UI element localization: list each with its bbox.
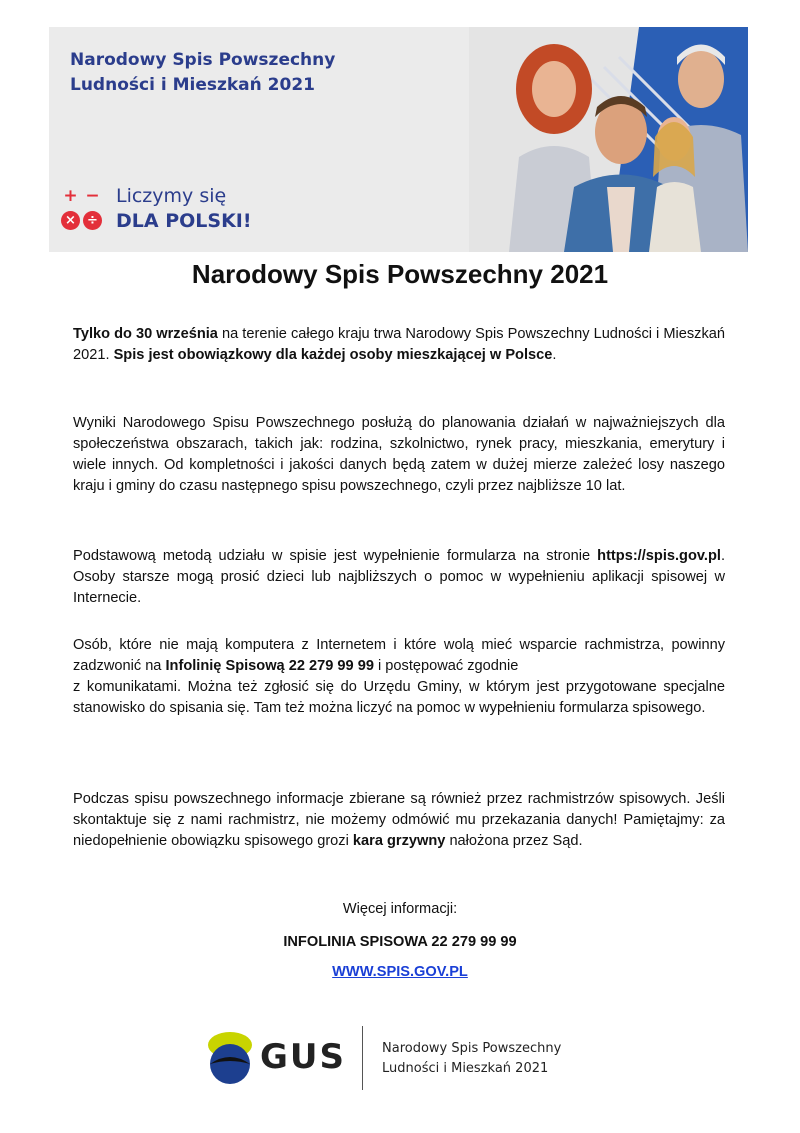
- website-link[interactable]: WWW.SPIS.GOV.PL: [332, 964, 468, 980]
- paragraph-purpose: Wyniki Narodowego Spisu Powszechnego posłużą do planowania działań w najważniejszych dla społeczeństwa obszarach, takich jak: rodzina, szkolnictwo, rynek pracy, mieszkania, emerytury i wiele innych. Od kompletności i jakości danych będą zatem w dużej mierze zależeć losy naszego kraju i gminy do czasu następnego spisu powszechnego, czyli przez najbliższe 10 lat.: [73, 415, 725, 494]
- deadline-bold: Tylko do 30 września: [73, 326, 218, 342]
- gus-logo-text: GUS: [260, 1037, 347, 1077]
- slogan-line2: DLA POLSKI!: [116, 210, 252, 232]
- helpline-text-2: i postępować zgodnie: [373, 658, 519, 674]
- enumerators-text: Podczas spisu powszechnego informacje zbierane są również przez rachmistrzów spisowych. Jeśli skontaktuje się z nami rachmistrz, nie możemy odmówić mu przekazania danych! Pamiętajmy: za niedopełnienie obowiązku spisowego grozi: [73, 791, 725, 849]
- spis-url-bold: https://spis.gov.pl: [597, 548, 721, 564]
- deadline-text: na terenie całego kraju trwa Narodowy Spis Powszechny Ludności i Mieszkań 2021.: [73, 326, 725, 363]
- gus-footer-logo: [205, 1026, 605, 1090]
- minus-sign-icon: −: [85, 186, 100, 206]
- math-signs-icon: [61, 187, 105, 233]
- infolinia-number: INFOLINIA SPISOWA 22 279 99 99: [283, 934, 517, 950]
- footer-caption-line1: Narodowy Spis Powszechny: [382, 1041, 562, 1056]
- document-title: Narodowy Spis Powszechny 2021: [191, 259, 609, 289]
- helpline-number-bold: Infolinię Spisową 22 279 99 99: [165, 658, 374, 674]
- enumerators-text-2: nałożona przez Sąd.: [445, 833, 583, 849]
- divide-sign-icon: ÷: [83, 211, 102, 230]
- banner-slogan: [61, 184, 291, 234]
- obligation-bold: Spis jest obowiązkowy dla każdej osoby mieszkającej w Polsce: [113, 347, 553, 363]
- helpline-text-3: z komunikatami. Można też zgłosić się do Urzędu Gminy, w którym jest przygotowane specjalne stanowisko do spisania się. Tam też można liczyć na pomoc w wypełnieniu formularza spisowego.: [73, 679, 725, 716]
- paragraph-helpline: [73, 635, 725, 719]
- more-info-label: Więcej informacji:: [342, 901, 458, 917]
- plus-sign-icon: +: [63, 186, 78, 206]
- family-photo: [469, 27, 748, 252]
- fine-bold: kara grzywny: [352, 833, 446, 849]
- paragraph-method: [73, 546, 725, 609]
- website-line: [0, 962, 800, 982]
- deadline-end: .: [552, 347, 557, 363]
- footer-divider: [362, 1026, 363, 1090]
- method-text: Podstawową metodą udziału w spisie jest wypełnienie formularza na stronie: [73, 548, 598, 564]
- banner-title: [70, 48, 400, 98]
- census-banner: [49, 27, 748, 252]
- paragraph-enumerators: [73, 789, 725, 852]
- footer-caption: [382, 1039, 561, 1079]
- gus-logo-icon: [205, 1028, 255, 1086]
- footer-caption-line2: Ludności i Mieszkań 2021: [382, 1061, 549, 1076]
- paragraph-deadline: [73, 324, 725, 366]
- helpline-text: Osób, które nie mają komputera z Internetem i które wolą mieć wsparcie rachmistrza, powinny zadzwonić na: [73, 637, 725, 674]
- multiply-sign-icon: ×: [61, 211, 80, 230]
- method-text-2: . Osoby starsze mogą prosić dzieci lub najbliższych o pomoc w wypełnieniu aplikacji spisowej w Internecie.: [73, 548, 725, 606]
- banner-title-line1: Narodowy Spis Powszechny: [70, 50, 336, 70]
- slogan-line1: Liczymy się: [116, 185, 227, 207]
- banner-title-line2: Ludności i Mieszkań 2021: [70, 75, 315, 95]
